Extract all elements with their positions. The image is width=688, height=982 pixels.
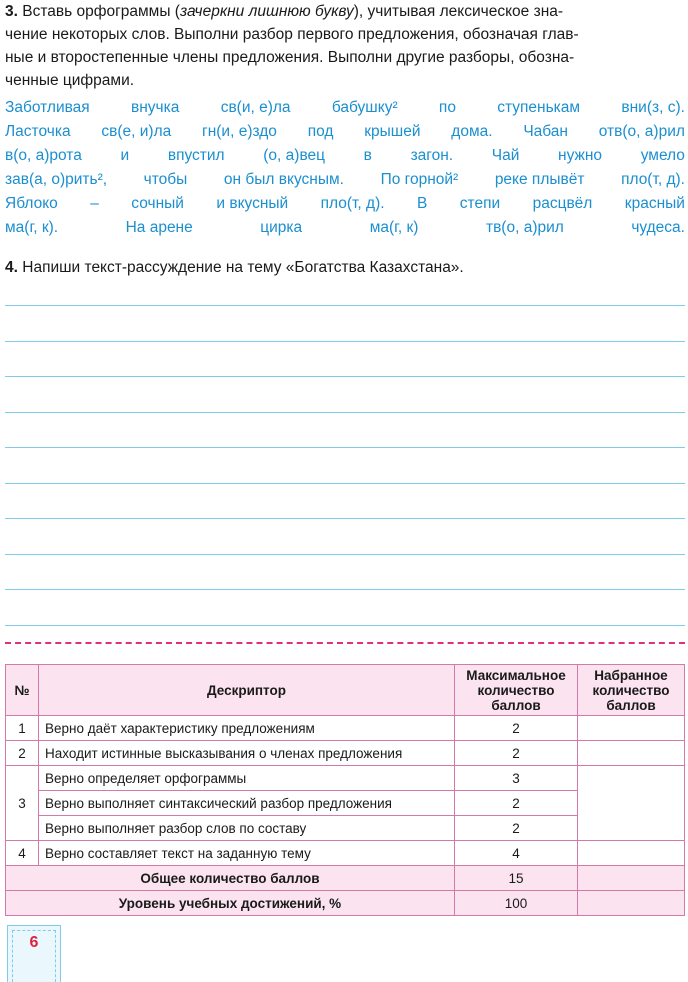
writing-line[interactable] — [5, 518, 685, 519]
row-desc: Верно составляет текст на заданную тему — [39, 841, 455, 866]
table-row — [6, 716, 685, 741]
task-3-text-italic: зачеркни лишнюю букву — [179, 3, 354, 20]
exercise-word: крышей — [364, 123, 421, 140]
row-max: 3 — [455, 766, 578, 791]
exercise-word: пло(т, д). — [320, 195, 385, 212]
task-3 — [5, 0, 685, 92]
exercise-word: загон. — [410, 147, 454, 164]
writing-line[interactable] — [5, 305, 685, 306]
exercise-word: чудеса. — [631, 219, 685, 236]
level-got-cell[interactable] — [578, 891, 685, 916]
exercise-word: красный — [624, 195, 685, 212]
task-3-number: 3. — [5, 3, 18, 20]
header-descriptor: Дескриптор — [39, 665, 455, 716]
row-max: 2 — [455, 816, 578, 841]
exercise-word: в — [363, 147, 372, 164]
exercise-word: В — [417, 195, 428, 212]
row-num: 3 — [6, 766, 39, 841]
header-got-score: Набранное количество баллов — [578, 665, 685, 716]
exercise-word: чтобы — [143, 171, 188, 188]
exercise-word: по — [438, 99, 456, 116]
exercise-word: Ласточка — [5, 123, 71, 140]
exercise-word: бабушку² — [331, 99, 398, 116]
exercise-word: св(и, е)ла — [220, 99, 291, 116]
row-num: 4 — [6, 841, 39, 866]
table-row — [6, 841, 685, 866]
level-value: 100 — [455, 891, 578, 916]
exercise-word: вни(з, с). — [621, 99, 685, 116]
exercise-word: нужно — [558, 147, 603, 164]
page-number-badge — [7, 925, 61, 982]
exercise-line — [5, 168, 685, 192]
exercise-word: реке плывёт — [494, 171, 585, 188]
exercise-word: он был вкусным. — [223, 171, 344, 188]
exercise-word: ма(г, к) — [369, 219, 419, 236]
writing-line[interactable] — [5, 447, 685, 448]
exercise-word: ступенькам — [497, 99, 581, 116]
exercise-word: цирка — [260, 219, 303, 236]
exercise-word: Яблоко — [5, 195, 58, 212]
exercise-word: в(о, а)рота — [5, 147, 82, 164]
exercise-word: и — [120, 147, 130, 164]
exercise-line — [5, 120, 685, 144]
exercise-word: На арене — [125, 219, 193, 236]
exercise-word: Чай — [491, 147, 520, 164]
total-label: Общее количество баллов — [6, 866, 455, 891]
task-3-line-4: ченные цифрами. — [5, 72, 135, 89]
exercise-word: и вкусный — [216, 195, 289, 212]
row-num: 2 — [6, 741, 39, 766]
writing-line[interactable] — [5, 341, 685, 342]
row-got-cell[interactable] — [578, 766, 685, 841]
row-max: 4 — [455, 841, 578, 866]
exercise-word: пло(т, д). — [621, 171, 685, 188]
task-4 — [5, 257, 464, 279]
total-value: 15 — [455, 866, 578, 891]
dashed-separator — [5, 642, 685, 644]
exercise-text — [5, 96, 685, 240]
table-row — [6, 766, 685, 791]
row-desc: Верно выполняет разбор слов по составу — [39, 816, 455, 841]
exercise-word: ма(г, к). — [5, 219, 59, 236]
exercise-word: Заботливая — [5, 99, 90, 116]
task-3-instruction — [5, 0, 685, 23]
exercise-word: впустил — [167, 147, 225, 164]
descriptor-table — [5, 664, 685, 916]
exercise-word: (о, а)вец — [263, 147, 326, 164]
exercise-word: Чабан — [523, 123, 568, 140]
row-desc: Верно даёт характеристику предложениям — [39, 716, 455, 741]
writing-line[interactable] — [5, 589, 685, 590]
exercise-word: умело — [640, 147, 685, 164]
page-number: 6 — [29, 934, 39, 951]
task-3-line-2: чение некоторых слов. Выполни разбор первого предложения, обозначая глав- — [5, 26, 579, 43]
row-desc: Верно определяет орфограммы — [39, 766, 455, 791]
task-3-text-before: Вставь орфограммы ( — [22, 3, 180, 20]
table-header-row — [6, 665, 685, 716]
exercise-word: дома. — [451, 123, 493, 140]
total-got-cell[interactable] — [578, 866, 685, 891]
exercise-word: расцвёл — [532, 195, 593, 212]
exercise-line — [5, 144, 685, 168]
row-desc: Находит истинные высказывания о членах предложения — [39, 741, 455, 766]
task-3-line-3: ные и второстепенные члены предложения. Выполни другие разборы, обозна- — [5, 49, 575, 66]
exercise-word: – — [90, 195, 99, 212]
writing-line[interactable] — [5, 483, 685, 484]
exercise-word: св(е, и)ла — [101, 123, 172, 140]
table-row — [6, 741, 685, 766]
exercise-word: отв(о, а)рил — [598, 123, 685, 140]
header-max-score: Максимальное количество баллов — [455, 665, 578, 716]
row-got-cell[interactable] — [578, 716, 685, 741]
header-num: № — [6, 665, 39, 716]
row-num: 1 — [6, 716, 39, 741]
level-label: Уровень учебных достижений, % — [6, 891, 455, 916]
exercise-line — [5, 192, 685, 216]
exercise-line — [5, 96, 685, 120]
row-got-cell[interactable] — [578, 741, 685, 766]
writing-line[interactable] — [5, 376, 685, 377]
exercise-word: гн(и, е)здо — [202, 123, 277, 140]
total-row — [6, 866, 685, 891]
row-got-cell[interactable] — [578, 841, 685, 866]
writing-line[interactable] — [5, 412, 685, 413]
exercise-word: внучка — [131, 99, 180, 116]
row-desc: Верно выполняет синтаксический разбор предложения — [39, 791, 455, 816]
exercise-word: под — [307, 123, 334, 140]
writing-line[interactable] — [5, 625, 685, 626]
exercise-word: тв(о, а)рил — [485, 219, 564, 236]
task-4-number: 4. — [5, 259, 18, 276]
exercise-word: степи — [459, 195, 501, 212]
exercise-line — [5, 216, 685, 240]
level-row — [6, 891, 685, 916]
exercise-word: зав(а, о)рить², — [5, 171, 108, 188]
task-4-text: Напиши текст-рассуждение на тему «Богатства Казахстана». — [22, 259, 464, 276]
writing-line[interactable] — [5, 554, 685, 555]
row-max: 2 — [455, 791, 578, 816]
exercise-word: По горной² — [380, 171, 459, 188]
row-max: 2 — [455, 741, 578, 766]
exercise-word: сочный — [131, 195, 184, 212]
task-3-text-after: ), учитывая лексическое зна- — [353, 3, 564, 20]
row-max: 2 — [455, 716, 578, 741]
